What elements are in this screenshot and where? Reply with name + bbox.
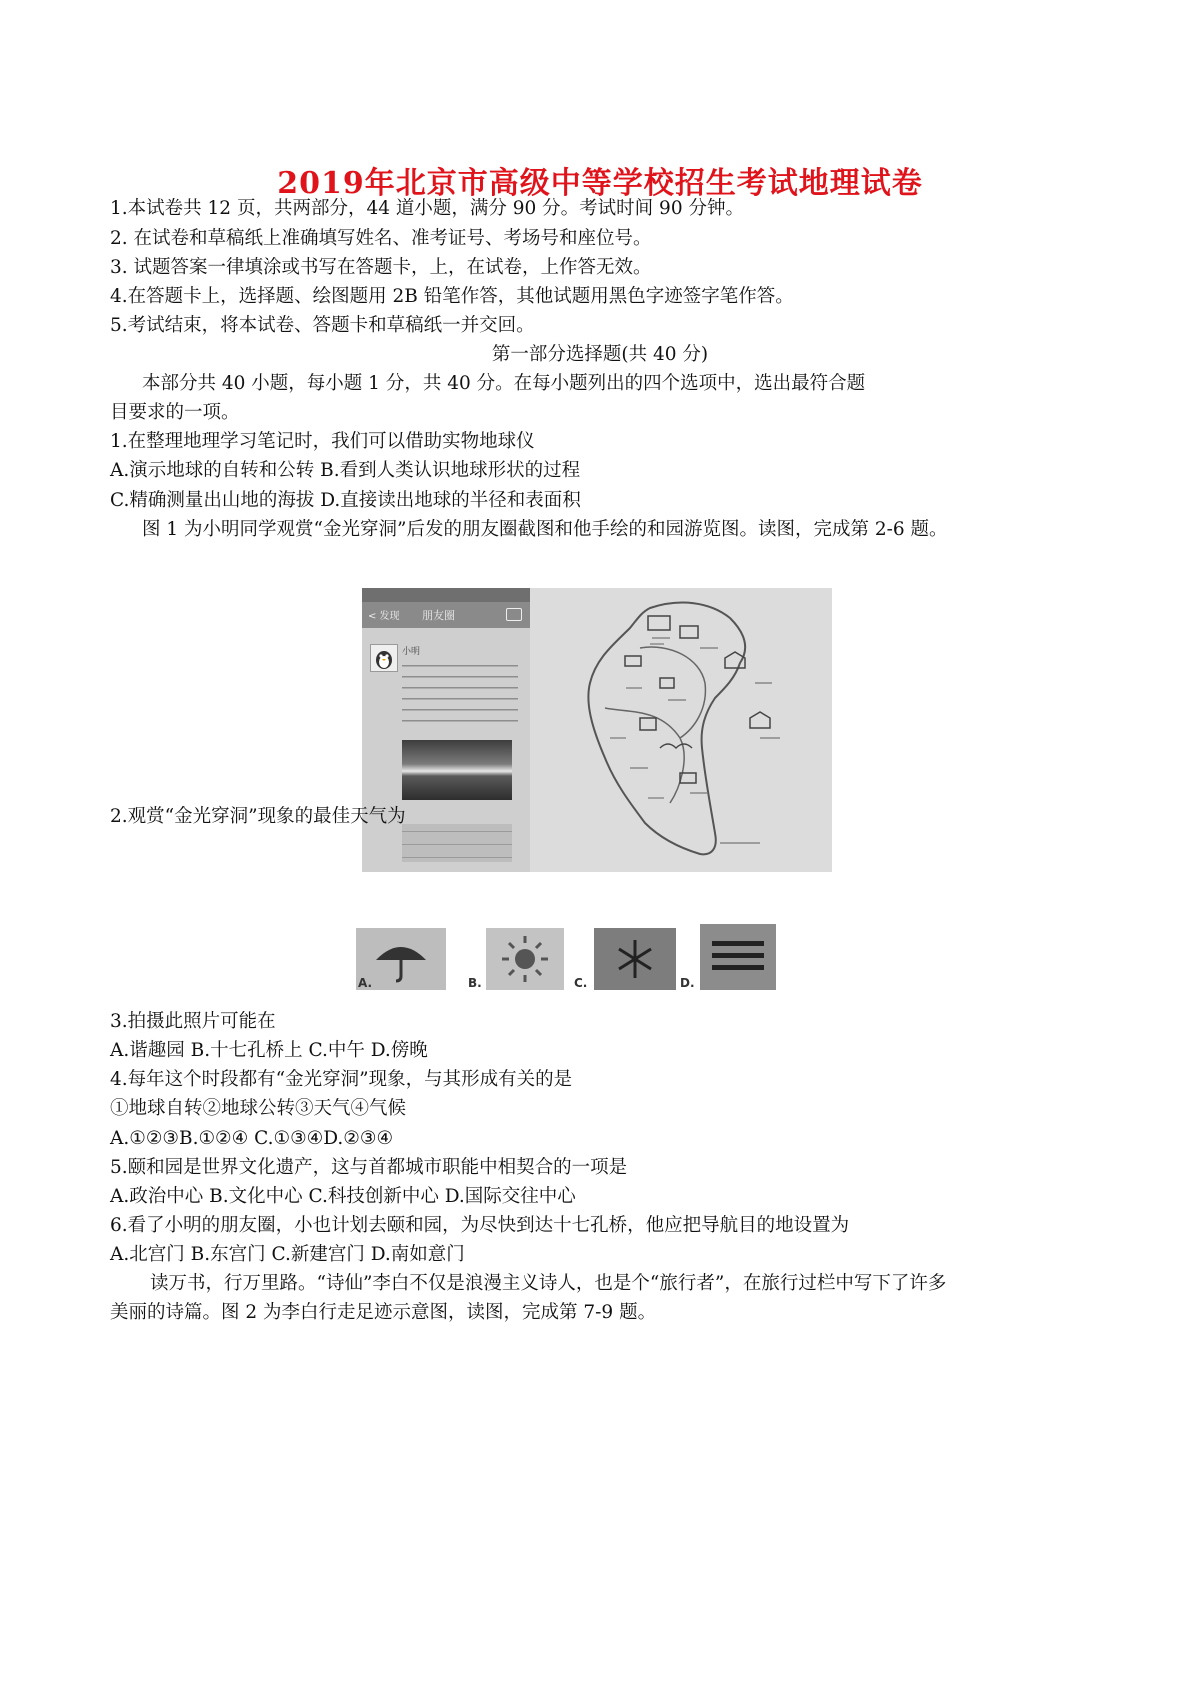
q5-options: A.政治中心 B.文化中心 C.科技创新中心 D.国际交往中心 [110, 1186, 576, 1207]
sun-icon [486, 928, 564, 992]
camera-icon [506, 608, 522, 621]
post-likes [402, 824, 512, 862]
figure1-intro: 图 1 为小明同学观赏“金光穿洞”后发的朋友圈截图和他手绘的和园游览图。读图，完成第 2-6 题。 [142, 519, 948, 540]
figure1-image [362, 588, 832, 872]
option-a-label: A. [358, 976, 373, 990]
instruction-5: 5.考试结束，将本试卷、答题卡和草稿纸一并交回。 [110, 315, 535, 336]
hand-drawn-map [530, 588, 832, 872]
instruction-4: 4.在答题卡上，选择题、绘图题用 2B 铅笔作答，其他试题用黑色字迹签字笔作答。 [110, 286, 794, 307]
q2-stem: 2.观赏“金光穿洞”现象的最佳天气为 [110, 806, 406, 827]
page-title: 2019年北京市高级中等学校招生考试地理试卷 [277, 166, 923, 201]
passage-line1: 读万书，行万里路。“诗仙”李白不仅是浪漫主义诗人，也是个“旅行者”，在旅行过栏中写下了许多 [150, 1273, 947, 1294]
passage-line2: 美丽的诗篇。图 2 为李白行走足迹示意图，读图，完成第 7-9 题。 [110, 1302, 657, 1323]
nav-title: 朋友圈 [422, 609, 455, 622]
status-bar [362, 588, 530, 602]
back-label: < 发现 [368, 611, 400, 622]
option-b-label: B. [468, 976, 482, 990]
q5-stem: 5.颐和园是世界文化遗产，这与首都城市职能中相契合的一项是 [110, 1157, 628, 1178]
wechat-moments-screenshot [362, 588, 530, 872]
q6-options: A.北宫门 B.东宫门 C.新建宫门 D.南如意门 [110, 1244, 465, 1265]
snowflake-icon [594, 928, 676, 992]
q4-stem: 4.每年这个时段都有“金光穿洞”现象，与其形成有关的是 [110, 1069, 573, 1090]
nav-bar [362, 602, 530, 628]
fog-icon [700, 924, 776, 988]
option-d-label: D. [680, 976, 695, 990]
part1-intro-line2: 目要求的一项。 [110, 402, 240, 423]
post-text [402, 660, 518, 730]
instruction-1: 1.本试卷共 12 页，共两部分，44 道小题，满分 90 分。考试时间 90 分钟。 [110, 198, 744, 219]
weather-options-image [356, 928, 856, 1000]
q1-options-2: C.精确测量出山地的海拔 D.直接读出地球的半径和表面积 [110, 490, 581, 511]
avatar [370, 644, 398, 672]
q6-stem: 6.看了小明的朋友圈，小也计划去颐和园，为尽快到达十七孔桥，他应把导航目的地设置为 [110, 1215, 850, 1236]
option-c-label: C. [574, 976, 588, 990]
q1-stem: 1.在整理地理学习笔记时，我们可以借助实物地球仪 [110, 431, 535, 452]
q1-options-1: A.演示地球的自转和公转 B.看到人类认识地球形状的过程 [110, 460, 581, 481]
q4-items: ①地球自转②地球公转③天气④气候 [110, 1098, 407, 1119]
q3-stem: 3.拍摄此照片可能在 [110, 1011, 276, 1032]
q4-options: A.①②③B.①②④ C.①③④D.②③④ [110, 1128, 394, 1149]
q3-options: A.谐趣园 B.十七孔桥上 C.中午 D.傍晚 [110, 1040, 428, 1061]
part1-intro-line1: 本部分共 40 小题，每小题 1 分，共 40 分。在每小题列出的四个选项中，选出最符合题 [142, 373, 866, 394]
instruction-3: 3. 试题答案一律填涂或书写在答题卡，上，在试卷，上作答无效。 [110, 257, 652, 278]
part1-heading: 第一部分选择题(共 40 分) [491, 344, 709, 365]
instruction-2: 2. 在试卷和草稿纸上准确填写姓名、准考证号、考场号和座位号。 [110, 228, 652, 249]
post-photo [402, 740, 512, 800]
post-username: 小明 [402, 647, 421, 657]
